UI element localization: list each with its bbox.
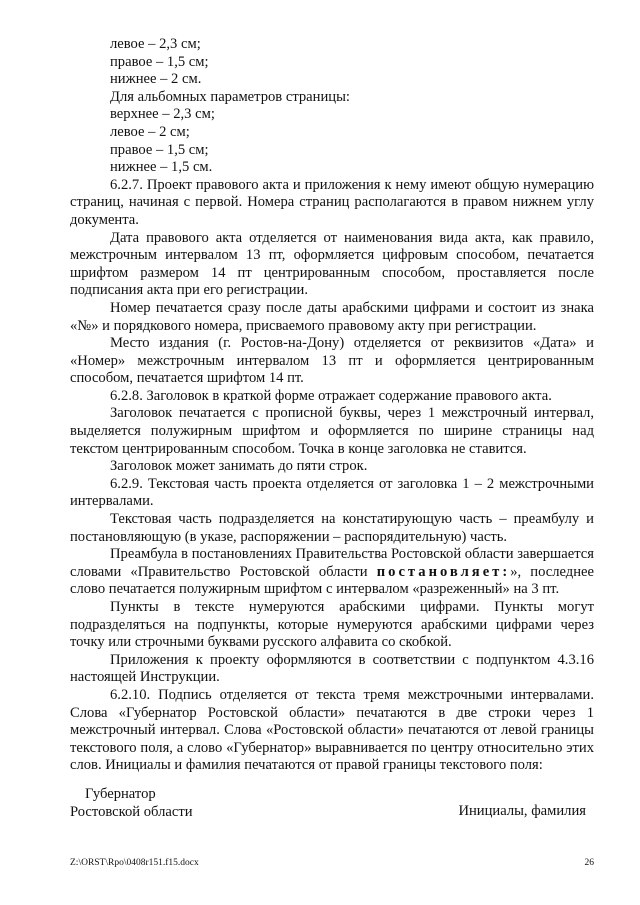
margin-right-line: правое – 1,5 см; bbox=[110, 53, 209, 70]
signature-block bbox=[70, 786, 594, 821]
paragraph-place: Место издания (г. Ростов-на-Дону) отделяется от реквизитов «Дата» и «Номер» межстрочным интервалом 13 пт и оформляется центрированным способом, печатается шрифтом 14 пт. bbox=[70, 335, 594, 387]
landscape-bottom-line: нижнее – 1,5 см. bbox=[110, 159, 213, 176]
file-path: Z:\ORST\Rpo\0408r151.f15.docx bbox=[70, 858, 199, 868]
margin-bottom-line: нижнее – 2 см. bbox=[110, 71, 202, 88]
paragraph-appendices: Приложения к проекту оформляются в соответствии с подпунктом 4.3.16 настоящей Инструкции. bbox=[70, 651, 594, 686]
paragraph-6-2-10: 6.2.10. Подпись отделяется от текста тремя межстрочными интервалами. Слова «Губернатор Ростовской области» печатаются в две строки через 1 межстрочный интервал. Слова «Ростовской области» печатаются от левой границы текстового поля, а слово «Губернатор» выравнивается по центру относительно этих слов. Инициалы и фамилия печатаются от правой границы текстового поля: bbox=[70, 686, 594, 774]
preamble-after: », последнее слово печатается полужирным шрифтом с интервалом «разреженный» на 3 пт. bbox=[70, 563, 594, 598]
paragraph-heading-lines: Заголовок может занимать до пяти строк. bbox=[110, 458, 368, 475]
landscape-top-line: верхнее – 2,3 см; bbox=[110, 106, 215, 123]
paragraph-number: Номер печатается сразу после даты арабскими цифрами и состоит из знака «№» и порядкового номера, присваемого правовому акту при регистрации. bbox=[70, 299, 594, 334]
signature-initials: Инициалы, фамилия bbox=[458, 803, 586, 819]
paragraph-text-parts: Текстовая часть подразделяется на констатирующую часть – преамбулу и постановляющую (в указе, распоряжении – распорядительную) часть. bbox=[70, 511, 594, 545]
margin-left-line: левое – 2,3 см; bbox=[110, 36, 201, 52]
paragraph-points: Пункты в тексте нумеруются арабскими цифрами. Пункты могут подразделяться на подпункты, которые нумеруются арабскими цифрами через точку или строчными буквами русского алфавита со скобкой. bbox=[70, 599, 594, 651]
signature-governor: Губернатор bbox=[85, 786, 156, 802]
landscape-heading: Для альбомных параметров страницы: bbox=[110, 88, 350, 105]
paragraph-heading-format: Заголовок печатается с прописной буквы, через 1 межстрочный интервал, выделяется полужирным шрифтом и оформляется по ширине страницы над текстом центрированным способом. Точка в конце заголовка не ставится. bbox=[70, 405, 594, 457]
paragraph-6-2-8: 6.2.8. Заголовок в краткой форме отражает содержание правового акта. bbox=[110, 387, 552, 404]
signature-region: Ростовской области bbox=[70, 803, 193, 820]
document-body bbox=[70, 36, 594, 775]
landscape-right-line: правое – 1,5 см; bbox=[110, 141, 209, 158]
landscape-left-line: левое – 2 см; bbox=[110, 123, 190, 140]
paragraph-preamble bbox=[70, 546, 594, 599]
paragraph-6-2-9: 6.2.9. Текстовая часть проекта отделяется от заголовка 1 – 2 межстрочными интервалами. bbox=[70, 475, 594, 510]
paragraph-date: Дата правового акта отделяется от наименования вида акта, как правило, межстрочным интервалом 13 пт, оформляется цифровым способом, печатается шрифтом размером 14 пт центрированным способом, проставляется после подписания акта при его регистрации. bbox=[70, 229, 594, 299]
page-number: 26 bbox=[584, 858, 594, 868]
preamble-spaced-word: постановляет: bbox=[376, 563, 511, 580]
paragraph-6-2-7: 6.2.7. Проект правового акта и приложения к нему имеют общую нумерацию страниц, начиная с первой. Номера страниц располагаются в правом нижнем углу документа. bbox=[70, 176, 594, 228]
preamble-before: Преамбула в постановлениях Правительства Ростовской области завершается словами «Правительство Ростовской области bbox=[70, 546, 594, 580]
